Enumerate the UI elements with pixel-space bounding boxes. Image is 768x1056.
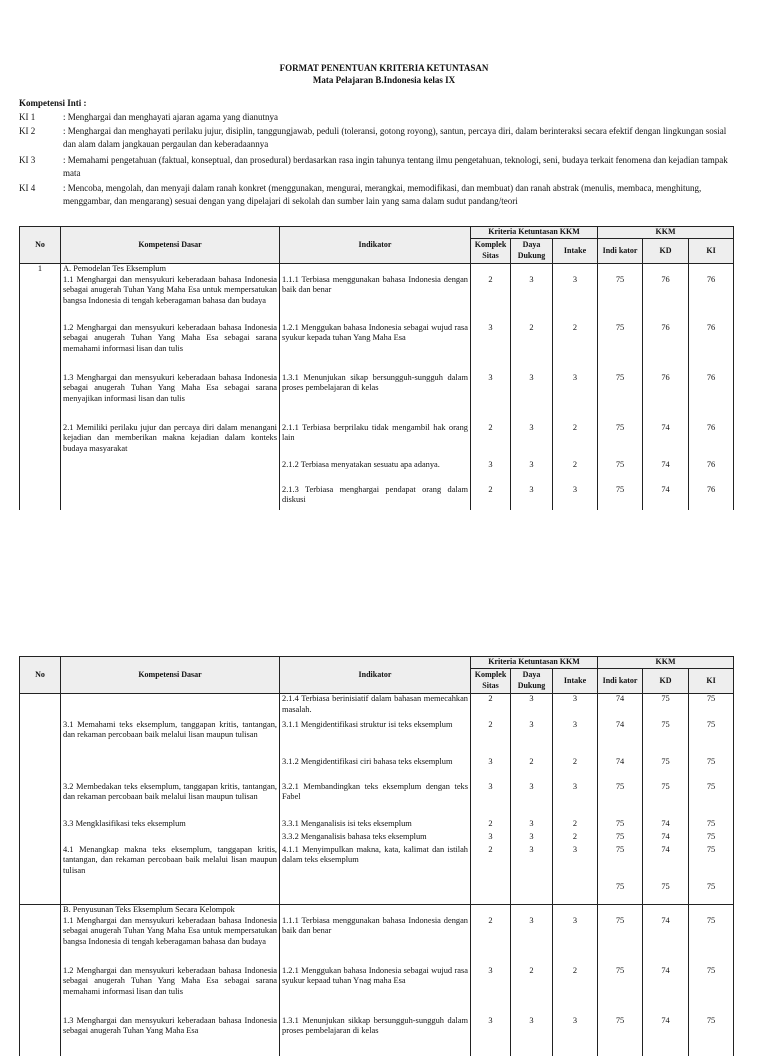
intake-value: 2: [553, 757, 598, 782]
indikator-cell: 4.1.1 Menyimpulkan makna, kata, kalimat dan istilah dalam teks eksemplum: [280, 845, 471, 882]
col-no: No: [20, 657, 61, 694]
table-row: [20, 882, 734, 905]
kompleksitas-value: 3: [471, 832, 511, 845]
empty-cell: [471, 905, 511, 916]
row-number: [20, 966, 61, 1016]
kkm-kd-value: 74: [643, 916, 689, 966]
row-number: 1: [20, 264, 61, 275]
empty-cell: [280, 905, 471, 916]
table-row: [20, 694, 734, 720]
kkm-ki-value: 76: [689, 423, 734, 460]
indikator-cell: 3.1.1 Mengidentifikasi struktur isi teks eksemplum: [280, 720, 471, 757]
intake-value: 3: [553, 694, 598, 720]
intake-value: [553, 882, 598, 905]
kkm-indikator-value: 74: [598, 720, 643, 757]
indikator-cell: 1.1.1 Terbiasa menggunakan bahasa Indonesia dengan baik dan benar: [280, 916, 471, 966]
kkm-indikator-value: 75: [598, 373, 643, 423]
empty-cell: [598, 905, 643, 916]
intake-value: 3: [553, 1016, 598, 1056]
kompetensi-dasar-cell: 1.3 Menghargai dan mensyukuri keberadaan bahasa Indonesia sebagai anugerah Tuhan Yang Maha Esa sebagai sarana menyajikan informasi lisan dan tulis: [61, 373, 280, 423]
table-row: [20, 832, 734, 845]
row-number: [20, 275, 61, 323]
empty-cell: [511, 905, 553, 916]
table-row: [20, 275, 734, 323]
kompetensi-dasar-cell: [61, 460, 280, 485]
daya-dukung-value: 2: [511, 323, 553, 373]
indikator-cell: 2.1.2 Terbiasa menyatakan sesuatu apa adanya.: [280, 460, 471, 485]
table-row: [20, 323, 734, 373]
empty-cell: [511, 264, 553, 275]
kompetensi-dasar-cell: 1.3 Menghargai dan mensyukuri keberadaan bahasa Indonesia sebagai anugerah Tuhan Yang Maha Esa: [61, 1016, 280, 1056]
kkm-ki-value: 76: [689, 460, 734, 485]
intake-value: 2: [553, 460, 598, 485]
daya-dukung-value: 3: [511, 916, 553, 966]
empty-cell: [689, 264, 734, 275]
kompetensi-dasar-cell: [61, 694, 280, 720]
empty-cell: [471, 264, 511, 275]
indikator-cell: 3.3.2 Menganalisis bahasa teks eksemplum: [280, 832, 471, 845]
empty-cell: [643, 264, 689, 275]
ki-text: : Menghargai dan menghayati perilaku jujur, disiplin, tanggungjawab, peduli (toleransi, gotong royong), santun, percaya diri, dalam berinteraksi secara efektif dengan lingkungan sosial dan alam dalam jangkauan pergaulan dan keberadaannya: [63, 126, 727, 149]
intake-value: 2: [553, 819, 598, 832]
intake-value: 2: [553, 323, 598, 373]
daya-dukung-value: 3: [511, 782, 553, 819]
indikator-cell: 2.1.3 Terbiasa menghargai pendapat orang dalam diskusi: [280, 485, 471, 510]
kompleksitas-value: [471, 882, 511, 905]
intake-value: 3: [553, 275, 598, 323]
kkm-indikator-value: 75: [598, 845, 643, 882]
kompleksitas-value: 2: [471, 819, 511, 832]
empty-cell: [280, 264, 471, 275]
intake-value: 3: [553, 373, 598, 423]
daya-dukung-value: 3: [511, 720, 553, 757]
ki-item: [19, 154, 729, 180]
ki-item: [19, 125, 729, 151]
table-row: [20, 460, 734, 485]
daya-dukung-value: 3: [511, 485, 553, 510]
kompetensi-dasar-cell: 4.1 Menangkap makna teks eksemplum, tanggapan kritis, tantangan, dan rekaman percobaan baik melalui lisan maupun tulisan: [61, 845, 280, 882]
kompetensi-dasar-cell: 2.1 Memiliki perilaku jujur dan percaya diri dalam menangani kejadian dan memberikan makna kejadian dalam konteks budaya masyarakat: [61, 423, 280, 460]
row-number: [20, 720, 61, 757]
kkm-kd-value: 74: [643, 845, 689, 882]
kompetensi-dasar-cell: 3.3 Mengklasifikasi teks eksemplum: [61, 819, 280, 832]
col-kompetensi-dasar: Kompetensi Dasar: [61, 657, 280, 694]
row-number: [20, 832, 61, 845]
kkm-indikator-value: 75: [598, 966, 643, 1016]
col-kkm-ki: KI: [689, 669, 734, 694]
indikator-cell: 3.1.2 Mengidentifikasi ciri bahasa teks eksemplum: [280, 757, 471, 782]
row-number: [20, 819, 61, 832]
daya-dukung-value: 2: [511, 757, 553, 782]
col-kompleksitas: Komplek Sitas: [471, 239, 511, 264]
ki-text: : Mencoba, mengolah, dan menyaji dalam ranah konkret (menggunakan, mengurai, merangkai, memodifikasi, dan membuat) dan ranah abstrak (menulis, membaca, menghitung, menggambar, dan mengarang) sesuai dengan yang dipelajari di sekolah dan sumber lain yang sama dalam sudut pandang/teori: [63, 183, 702, 206]
ki-label: KI 3: [19, 155, 36, 165]
indikator-cell: 1.3.1 Menunjukan sikap bersungguh-sungguh dalam proses pembelajaran di kelas: [280, 373, 471, 423]
col-kompleksitas: Komplek Sitas: [471, 669, 511, 694]
section-title: A. Pemodelan Tes Eksemplum: [61, 264, 280, 275]
kompleksitas-value: 3: [471, 323, 511, 373]
daya-dukung-value: 3: [511, 819, 553, 832]
ki-label: KI 1: [19, 112, 36, 122]
col-indikator-kkm: Indi kator: [598, 669, 643, 694]
row-number: [20, 373, 61, 423]
kompetensi-dasar-cell: 1.1 Menghargai dan mensyukuri keberadaan bahasa Indonesia sebagai anugerah Tuhan Yang Maha Esa untuk mempersatukan bangsa Indonesia di tengah keberagaman bahasa dan budaya: [61, 275, 280, 323]
table-row: [20, 966, 734, 1016]
kkm-ki-value: 75: [689, 966, 734, 1016]
kompleksitas-value: 3: [471, 373, 511, 423]
table-row: [20, 423, 734, 460]
kompleksitas-value: 2: [471, 916, 511, 966]
table-row: [20, 373, 734, 423]
kkm-ki-value: 75: [689, 694, 734, 720]
daya-dukung-value: 3: [511, 423, 553, 460]
col-daya-dukung: Daya Dukung: [511, 669, 553, 694]
kkm-ki-value: 76: [689, 275, 734, 323]
intake-value: 2: [553, 423, 598, 460]
empty-cell: [689, 905, 734, 916]
indikator-cell: 1.3.1 Menunjukan sikkap bersungguh-sungguh dalam proses pembelajaran di kelas: [280, 1016, 471, 1056]
col-kkm-ki: KI: [689, 239, 734, 264]
empty-cell: [643, 905, 689, 916]
col-kriteria-ketuntasan: Kriteria Ketuntasan KKM: [471, 227, 598, 239]
kkm-kd-value: 75: [643, 694, 689, 720]
kkm-ki-value: 76: [689, 323, 734, 373]
kkm-ki-value: 75: [689, 819, 734, 832]
kompleksitas-value: 2: [471, 845, 511, 882]
kkm-indikator-value: 75: [598, 1016, 643, 1056]
daya-dukung-value: [511, 882, 553, 905]
kkm-table-2: [19, 656, 734, 1056]
kkm-ki-value: 76: [689, 373, 734, 423]
kkm-kd-value: 74: [643, 423, 689, 460]
kompleksitas-value: 3: [471, 757, 511, 782]
kkm-kd-value: 74: [643, 1016, 689, 1056]
document-title: FORMAT PENENTUAN KRITERIA KETUNTASAN: [279, 63, 489, 73]
intake-value: 2: [553, 966, 598, 1016]
kkm-kd-value: 74: [643, 966, 689, 1016]
col-kkm: KKM: [598, 227, 734, 239]
kkm-table-1: [19, 226, 734, 510]
kompleksitas-value: 3: [471, 1016, 511, 1056]
kkm-ki-value: 75: [689, 845, 734, 882]
kompleksitas-value: 2: [471, 275, 511, 323]
kompetensi-dasar-cell: [61, 485, 280, 510]
kkm-kd-value: 74: [643, 485, 689, 510]
table-row: [20, 720, 734, 757]
section-row: [20, 905, 734, 916]
kkm-ki-value: 75: [689, 782, 734, 819]
kkm-indikator-value: 74: [598, 694, 643, 720]
col-kkm-kd: KD: [643, 669, 689, 694]
col-kkm: KKM: [598, 657, 734, 669]
indikator-cell: 2.1.1 Terbiasa berprilaku tidak mengambil hak orang lain: [280, 423, 471, 460]
kompleksitas-value: 2: [471, 485, 511, 510]
kompetensi-dasar-cell: 1.1 Menghargai dan mensyukuri keberadaan bahasa Indonesia sebagai anugerah Tuhan Yang Maha Esa untuk mempersatukan bangsa Indonesia di tengah keberagaman bahasa dan budaya: [61, 916, 280, 966]
table-row: [20, 916, 734, 966]
kkm-kd-value: 75: [643, 720, 689, 757]
intake-value: 3: [553, 845, 598, 882]
ki-text: : Menghargai dan menghayati ajaran agama yang dianutnya: [63, 112, 279, 122]
kompetensi-dasar-cell: [61, 882, 280, 905]
row-number: [20, 782, 61, 819]
daya-dukung-value: 3: [511, 275, 553, 323]
kkm-ki-value: 75: [689, 882, 734, 905]
ki-item: [19, 111, 729, 124]
indikator-cell: 3.3.1 Menganalisis isi teks eksemplum: [280, 819, 471, 832]
row-number: [20, 905, 61, 916]
kkm-ki-value: 76: [689, 485, 734, 510]
daya-dukung-value: 3: [511, 1016, 553, 1056]
kkm-indikator-value: 75: [598, 460, 643, 485]
kompetensi-dasar-cell: [61, 757, 280, 782]
intake-value: 3: [553, 782, 598, 819]
ki-label: KI 4: [19, 183, 36, 193]
kompetensi-dasar-cell: [61, 832, 280, 845]
daya-dukung-value: 3: [511, 373, 553, 423]
daya-dukung-value: 3: [511, 832, 553, 845]
empty-cell: [553, 264, 598, 275]
col-kriteria-ketuntasan: Kriteria Ketuntasan KKM: [471, 657, 598, 669]
kkm-kd-value: 74: [643, 832, 689, 845]
kkm-kd-value: 75: [643, 782, 689, 819]
row-number: [20, 423, 61, 460]
kkm-indikator-value: 75: [598, 832, 643, 845]
kompleksitas-value: 2: [471, 694, 511, 720]
row-number: [20, 460, 61, 485]
kompleksitas-value: 2: [471, 720, 511, 757]
kkm-kd-value: 75: [643, 757, 689, 782]
intake-value: 3: [553, 485, 598, 510]
kkm-indikator-value: 75: [598, 323, 643, 373]
kkm-ki-value: 75: [689, 757, 734, 782]
kompetensi-dasar-cell: 3.2 Membedakan teks eksemplum, tanggapan kritis, tantangan, dan rekaman percobaan baik melalui lisan maupun tulisan: [61, 782, 280, 819]
intake-value: 3: [553, 916, 598, 966]
kkm-ki-value: 75: [689, 916, 734, 966]
table-row: [20, 845, 734, 882]
kompetensi-inti-heading: Kompetensi Inti :: [19, 98, 87, 108]
kkm-kd-value: 74: [643, 819, 689, 832]
kkm-indikator-value: 75: [598, 275, 643, 323]
kkm-indikator-value: 75: [598, 782, 643, 819]
kkm-kd-value: 75: [643, 882, 689, 905]
row-number: [20, 485, 61, 510]
table-row: [20, 485, 734, 510]
indikator-cell: 3.2.1 Membandingkan teks eksemplum dengan teks Fabel: [280, 782, 471, 819]
kkm-indikator-value: 75: [598, 916, 643, 966]
indikator-cell: 1.1.1 Terbiasa menggunakan bahasa Indonesia dengan baik dan benar: [280, 275, 471, 323]
kkm-ki-value: 75: [689, 720, 734, 757]
row-number: [20, 845, 61, 882]
table-row: [20, 757, 734, 782]
intake-value: 2: [553, 832, 598, 845]
kompleksitas-value: 3: [471, 460, 511, 485]
document-subtitle: Mata Pelajaran B.Indonesia kelas IX: [312, 75, 456, 85]
col-no: No: [20, 227, 61, 264]
kompleksitas-value: 3: [471, 782, 511, 819]
kkm-indikator-value: 74: [598, 757, 643, 782]
table-row: [20, 819, 734, 832]
kompleksitas-value: 2: [471, 423, 511, 460]
kompetensi-dasar-cell: 1.2 Menghargai dan mensyukuri keberadaan bahasa Indonesia sebagai anugerah Tuhan Yang Maha Esa sebagai sarana memahami informasi lisan dan tulis: [61, 966, 280, 1016]
section-title: B. Penyusunan Teks Eksemplum Secara Kelompok: [61, 905, 280, 916]
kompleksitas-value: 3: [471, 966, 511, 1016]
kkm-kd-value: 76: [643, 373, 689, 423]
table-row: [20, 1016, 734, 1056]
table-row: [20, 782, 734, 819]
row-number: [20, 1016, 61, 1056]
col-indikator: Indikator: [280, 227, 471, 264]
row-number: [20, 757, 61, 782]
row-number: [20, 882, 61, 905]
col-indikator-kkm: Indi kator: [598, 239, 643, 264]
kkm-indikator-value: 75: [598, 423, 643, 460]
intake-value: 3: [553, 720, 598, 757]
daya-dukung-value: 2: [511, 966, 553, 1016]
kkm-indikator-value: 75: [598, 485, 643, 510]
col-intake: Intake: [553, 669, 598, 694]
col-kompetensi-dasar: Kompetensi Dasar: [61, 227, 280, 264]
empty-cell: [598, 264, 643, 275]
ki-label: KI 2: [19, 126, 36, 136]
row-number: [20, 916, 61, 966]
col-indikator: Indikator: [280, 657, 471, 694]
kkm-kd-value: 76: [643, 323, 689, 373]
row-number: [20, 323, 61, 373]
indikator-cell: [280, 882, 471, 905]
indikator-cell: 1.2.1 Menggukan bahasa Indonesia sebagai wujud rasa syukur kepada tuhan Yang Maha Esa: [280, 323, 471, 373]
indikator-cell: 2.1.4 Terbiasa berinisiatif dalam bahasan memecahkan masalah.: [280, 694, 471, 720]
kkm-indikator-value: 75: [598, 882, 643, 905]
daya-dukung-value: 3: [511, 460, 553, 485]
col-daya-dukung: Daya Dukung: [511, 239, 553, 264]
kompetensi-dasar-cell: 1.2 Menghargai dan mensyukuri keberadaan bahasa Indonesia sebagai anugerah Tuhan Yang Maha Esa sebagai sarana memahami informasi lisan dan tulis: [61, 323, 280, 373]
kkm-kd-value: 74: [643, 460, 689, 485]
kompetensi-dasar-cell: 3.1 Memahami teks eksemplum, tanggapan kritis, tantangan, dan rekaman percobaan baik melalui lisan maupun tulisan: [61, 720, 280, 757]
kkm-ki-value: 75: [689, 832, 734, 845]
ki-text: : Memahami pengetahuan (faktual, konseptual, dan prosedural) berdasarkan rasa ingin tahunya tentang ilmu pengetahuan, teknologi, seni, budaya terkait fenomena dan kejadian tampak mata: [63, 155, 728, 178]
section-row: [20, 264, 734, 275]
kkm-kd-value: 76: [643, 275, 689, 323]
col-intake: Intake: [553, 239, 598, 264]
empty-cell: [553, 905, 598, 916]
kkm-indikator-value: 75: [598, 819, 643, 832]
kkm-ki-value: 75: [689, 1016, 734, 1056]
daya-dukung-value: 3: [511, 845, 553, 882]
daya-dukung-value: 3: [511, 694, 553, 720]
indikator-cell: 1.2.1 Menggukan bahasa Indonesia sebagai wujud rasa syukur kepaad tuhan Ynag maha Esa: [280, 966, 471, 1016]
col-kkm-kd: KD: [643, 239, 689, 264]
row-number: [20, 694, 61, 720]
ki-item: [19, 182, 729, 208]
